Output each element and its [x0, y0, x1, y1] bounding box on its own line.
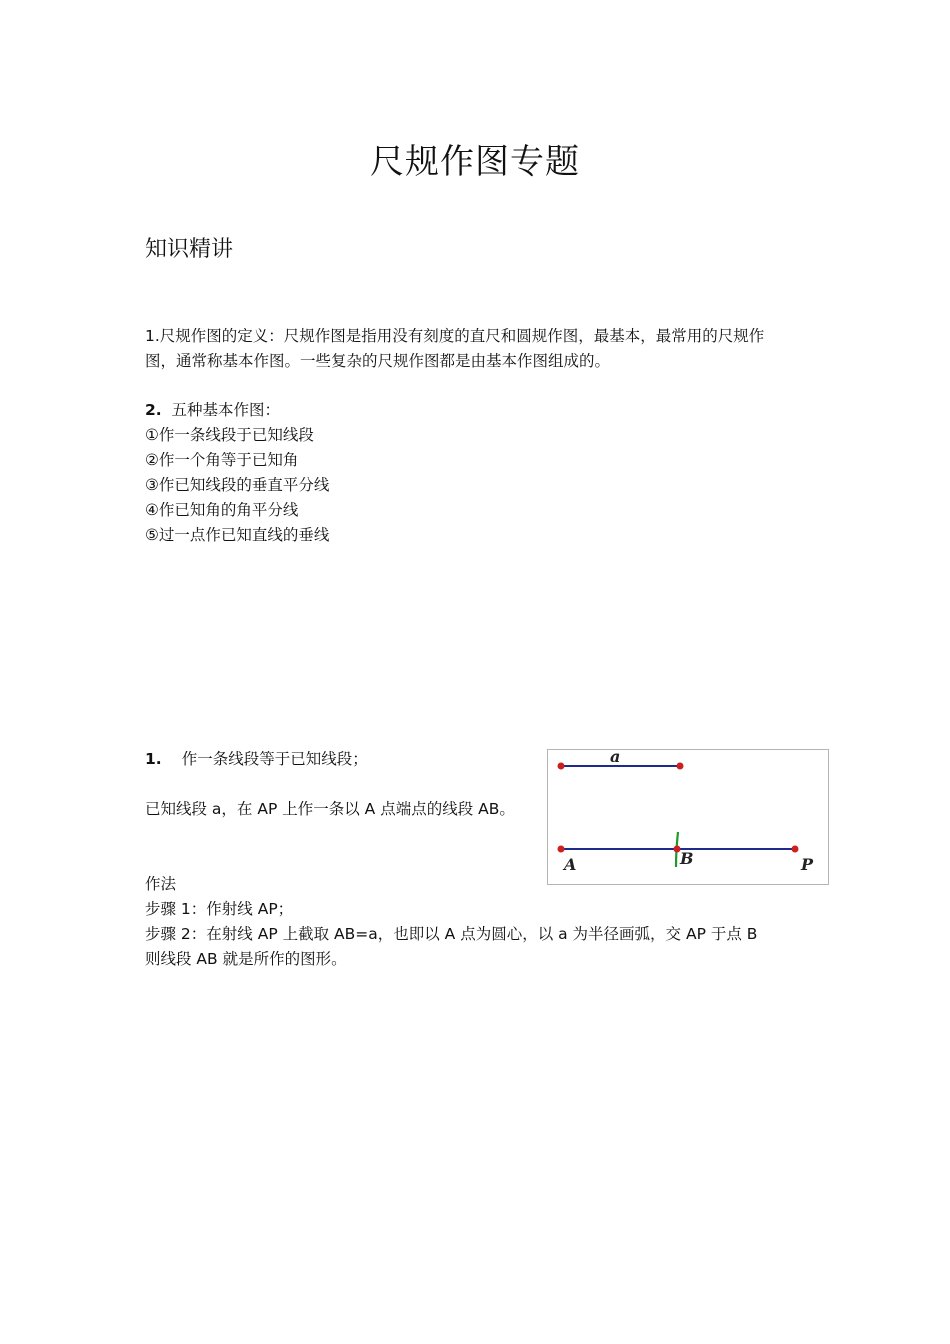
label-A: A [564, 855, 577, 874]
figure-canvas [548, 750, 828, 884]
method-step: 步骤 2：在射线 AP 上截取 AB=a，也即以 A 点为圆心，以 a 为半径画弧，交 AP 于点 B [145, 925, 758, 943]
definition-line-2: 图，通常称基本作图。一些复杂的尺规作图都是由基本作图组成的。 [145, 352, 611, 370]
point-p [792, 846, 799, 853]
construction-heading-text: 作一条线段等于已知线段； [181, 750, 368, 768]
segment-a-end-point [677, 763, 684, 770]
basic-item: ③作已知线段的垂直平分线 [145, 476, 330, 494]
method-step: 步骤 1：作射线 AP； [145, 900, 294, 918]
section-heading: 知识精讲 [145, 237, 234, 262]
construction-figure [547, 749, 829, 885]
page-title: 尺规作图专题 [370, 142, 580, 182]
basic-item: ⑤过一点作已知直线的垂线 [145, 526, 330, 544]
basic-item: ②作一个角等于已知角 [145, 451, 299, 469]
point-a [558, 846, 565, 853]
method-label: 作法 [145, 875, 177, 893]
basic-item: ④作已知角的角平分线 [145, 501, 299, 519]
label-a: a [610, 750, 621, 766]
construction-given: 已知线段 a，在 AP 上作一条以 A 点端点的线段 AB。 [145, 800, 515, 818]
basic-heading [145, 398, 280, 423]
construction-heading [145, 747, 368, 772]
basic-item: ①作一条线段于已知线段 [145, 426, 314, 444]
segment-a-start-point [558, 763, 565, 770]
construction-number: 1. [145, 750, 162, 768]
basic-heading-text: 五种基本作图： [171, 401, 281, 419]
method-step: 则线段 AB 就是所作的图形。 [145, 950, 347, 968]
label-B: B [680, 849, 694, 868]
basic-number: 2. [145, 401, 162, 419]
label-P: P [801, 855, 814, 874]
definition-line-1: 1.尺规作图的定义：尺规作图是指用没有刻度的直尺和圆规作图，最基本，最常用的尺规作 [145, 327, 765, 345]
